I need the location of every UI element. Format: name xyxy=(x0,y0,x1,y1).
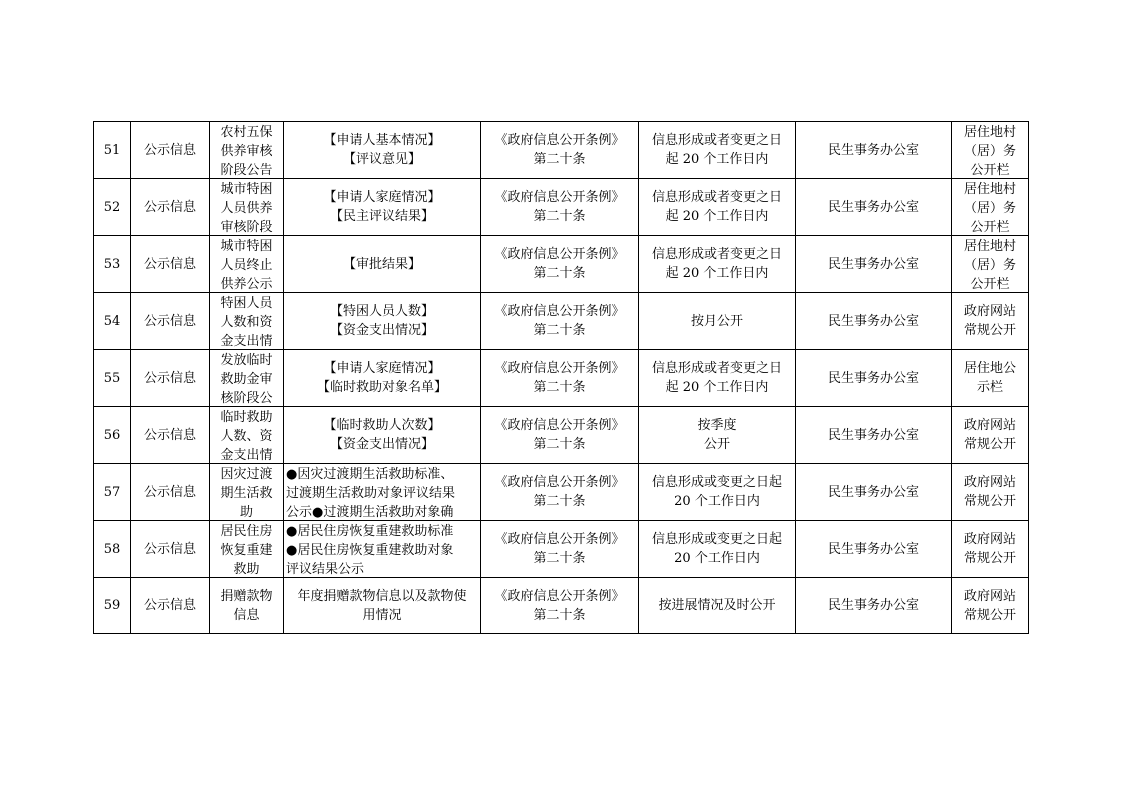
cell-content xyxy=(284,236,481,293)
cell-content xyxy=(284,464,481,521)
cell-channel-line: 常规公开 xyxy=(963,437,1016,452)
cell-basis-line: 第二十条 xyxy=(533,551,586,566)
cell-category xyxy=(131,122,210,179)
cell-time-line: 20 个工作日内 xyxy=(674,494,760,509)
cell-time xyxy=(639,521,796,578)
table-row xyxy=(94,407,1029,464)
cell-item-line: 期生活救 xyxy=(220,486,273,501)
cell-content-line: ●因灾过渡期生活救助标准、 xyxy=(286,467,454,482)
cell-channel xyxy=(952,179,1029,236)
cell-item-line: 金支出情 xyxy=(220,334,273,349)
cell-category-text: 公示信息 xyxy=(143,142,196,158)
cell-content xyxy=(284,578,481,634)
cell-content-line: 用情况 xyxy=(362,607,402,623)
cell-office xyxy=(796,122,952,179)
cell-category-text: 公示信息 xyxy=(143,199,196,215)
cell-content-line: 公示●过渡期生活救助对象确 xyxy=(286,505,454,520)
cell-basis-line: 第二十条 xyxy=(533,607,586,623)
cell-time-line: 按月公开 xyxy=(690,313,743,329)
table-row xyxy=(94,464,1029,521)
cell-item-line: 城市特困 xyxy=(220,239,273,254)
cell-content-line: 【资金支出情况】 xyxy=(329,437,434,452)
cell-category-text: 公示信息 xyxy=(143,541,196,557)
cell-item-line: 人员终止 xyxy=(220,258,273,273)
cell-time xyxy=(639,407,796,464)
cell-channel-line: 政府网站 xyxy=(963,532,1016,547)
cell-item-line: 发放临时 xyxy=(220,353,273,368)
cell-office-text: 民生事务办公室 xyxy=(827,256,919,272)
cell-content-line: ●居民住房恢复重建救助标准 xyxy=(286,524,454,539)
cell-basis-line: 《政府信息公开条例》 xyxy=(494,133,625,148)
cell-content-line: ●居民住房恢复重建救助对象 xyxy=(286,543,454,558)
cell-basis-line: 《政府信息公开条例》 xyxy=(494,361,625,376)
cell-office xyxy=(796,521,952,578)
cell-channel-line: 常规公开 xyxy=(963,551,1016,566)
cell-time-line: 按季度 xyxy=(697,418,737,433)
cell-basis-line: 第二十条 xyxy=(533,437,586,452)
cell-time-line: 信息形成或者变更之日 xyxy=(651,247,782,262)
cell-basis xyxy=(481,407,639,464)
cell-item-line: 供养审核 xyxy=(220,144,273,159)
cell-channel-line: 公开栏 xyxy=(970,220,1010,235)
cell-time-line: 按进展情况及时公开 xyxy=(658,598,776,613)
cell-channel-line: 示栏 xyxy=(976,380,1003,395)
cell-item-line: 救助金审 xyxy=(220,372,273,387)
cell-time-line: 起 20 个工作日内 xyxy=(665,380,769,395)
table-row xyxy=(94,350,1029,407)
cell-category-text: 公示信息 xyxy=(143,313,196,329)
cell-basis-line: 《政府信息公开条例》 xyxy=(494,247,625,262)
cell-channel xyxy=(952,122,1029,179)
cell-time xyxy=(639,179,796,236)
cell-channel xyxy=(952,407,1029,464)
cell-channel xyxy=(952,521,1029,578)
cell-content-line: 过渡期生活救助对象评议结果 xyxy=(286,486,456,501)
cell-office xyxy=(796,179,952,236)
cell-content xyxy=(284,179,481,236)
cell-basis xyxy=(481,293,639,350)
cell-number xyxy=(94,521,131,578)
cell-category xyxy=(131,464,210,521)
cell-content xyxy=(284,521,481,578)
cell-item-line: 人数、资 xyxy=(220,429,273,444)
cell-content-line: 【临时救助对象名单】 xyxy=(316,380,447,395)
cell-basis xyxy=(481,464,639,521)
cell-office-text: 民生事务办公室 xyxy=(827,142,919,158)
cell-channel-line: 居住地村 xyxy=(963,125,1016,140)
cell-basis-line: 第二十条 xyxy=(533,323,586,338)
cell-category xyxy=(131,521,210,578)
cell-item-line: 人员供养 xyxy=(220,201,273,216)
cell-content xyxy=(284,350,481,407)
cell-office-text: 民生事务办公室 xyxy=(827,598,919,613)
cell-content xyxy=(284,293,481,350)
cell-item-line: 人数和资 xyxy=(220,315,273,330)
cell-time xyxy=(639,236,796,293)
cell-content-line: 年度捐赠款物信息以及款物使 xyxy=(297,588,467,604)
cell-time xyxy=(639,122,796,179)
cell-channel-line: 公开栏 xyxy=(970,163,1010,178)
cell-item xyxy=(210,350,284,407)
cell-office xyxy=(796,236,952,293)
cell-time-line: 信息形成或者变更之日 xyxy=(651,133,782,148)
cell-channel-line: 公开栏 xyxy=(970,277,1010,292)
cell-time-line: 起 20 个工作日内 xyxy=(665,152,769,167)
cell-time-line: 信息形成或变更之日起 xyxy=(651,532,782,547)
cell-basis xyxy=(481,122,639,179)
cell-content-line: 评议结果公示 xyxy=(286,562,365,577)
cell-time xyxy=(639,578,796,634)
cell-item-line: 特困人员 xyxy=(220,296,273,311)
cell-channel xyxy=(952,350,1029,407)
cell-channel-line: 常规公开 xyxy=(963,323,1016,338)
cell-office-text: 民生事务办公室 xyxy=(827,484,919,500)
cell-number-text: 51 xyxy=(103,142,121,158)
cell-item-line: 审核阶段 xyxy=(220,220,273,235)
table-row xyxy=(94,293,1029,350)
cell-category-text: 公示信息 xyxy=(143,256,196,272)
cell-basis-line: 第二十条 xyxy=(533,266,586,281)
cell-item xyxy=(210,464,284,521)
cell-office-text: 民生事务办公室 xyxy=(827,313,919,329)
cell-channel-line: 政府网站 xyxy=(963,418,1016,433)
cell-item-line: 助 xyxy=(239,505,253,520)
disclosure-table xyxy=(93,121,1029,634)
cell-basis-line: 第二十条 xyxy=(533,152,586,167)
cell-office xyxy=(796,350,952,407)
cell-content xyxy=(284,122,481,179)
cell-category-text: 公示信息 xyxy=(143,598,196,613)
cell-office xyxy=(796,407,952,464)
cell-content-line: 【申请人家庭情况】 xyxy=(323,361,441,376)
cell-number xyxy=(94,407,131,464)
cell-time-line: 信息形成或者变更之日 xyxy=(651,190,782,205)
cell-item-line: 核阶段公 xyxy=(220,391,273,406)
cell-category-text: 公示信息 xyxy=(143,370,196,386)
cell-item-line: 金支出情 xyxy=(220,448,273,463)
cell-basis-line: 《政府信息公开条例》 xyxy=(494,475,625,490)
cell-time-line: 20 个工作日内 xyxy=(674,551,760,566)
cell-content-line: 【临时救助人次数】 xyxy=(323,418,441,433)
table-row xyxy=(94,521,1029,578)
cell-category xyxy=(131,179,210,236)
cell-time-line: 信息形成或变更之日起 xyxy=(651,475,782,490)
cell-channel xyxy=(952,464,1029,521)
cell-content-line: 【资金支出情况】 xyxy=(329,323,434,338)
cell-item xyxy=(210,236,284,293)
cell-item-line: 因灾过渡 xyxy=(220,467,273,482)
cell-basis xyxy=(481,179,639,236)
cell-category-text: 公示信息 xyxy=(143,427,196,443)
cell-content-line: 【评议意见】 xyxy=(342,152,421,167)
cell-channel-line: （居）务 xyxy=(963,201,1016,216)
cell-item-line: 临时救助 xyxy=(220,410,273,425)
cell-channel xyxy=(952,236,1029,293)
cell-office xyxy=(796,464,952,521)
cell-item-line: 捐赠款物 xyxy=(220,588,273,604)
cell-number-text: 52 xyxy=(103,199,121,215)
cell-number xyxy=(94,464,131,521)
cell-office-text: 民生事务办公室 xyxy=(827,370,919,386)
cell-item-line: 信息 xyxy=(233,607,260,623)
cell-number xyxy=(94,578,131,634)
cell-item xyxy=(210,578,284,634)
cell-office-text: 民生事务办公室 xyxy=(827,199,919,215)
cell-basis xyxy=(481,350,639,407)
table-row xyxy=(94,236,1029,293)
cell-item-line: 救助 xyxy=(233,562,260,577)
cell-content-line: 【民主评议结果】 xyxy=(329,209,434,224)
cell-number xyxy=(94,122,131,179)
cell-category xyxy=(131,407,210,464)
cell-office xyxy=(796,578,952,634)
cell-channel xyxy=(952,578,1029,634)
cell-time-line: 起 20 个工作日内 xyxy=(665,266,769,281)
cell-time-line: 公开 xyxy=(703,437,730,452)
cell-channel-line: 常规公开 xyxy=(963,494,1016,509)
cell-number-text: 55 xyxy=(103,370,121,386)
cell-basis xyxy=(481,521,639,578)
cell-item xyxy=(210,293,284,350)
cell-item-line: 恢复重建 xyxy=(220,543,273,558)
cell-item-line: 城市特困 xyxy=(220,182,273,197)
cell-basis-line: 《政府信息公开条例》 xyxy=(494,418,625,433)
cell-number-text: 54 xyxy=(103,313,121,329)
cell-category xyxy=(131,236,210,293)
cell-time xyxy=(639,350,796,407)
cell-content-line: 【申请人家庭情况】 xyxy=(323,190,441,205)
cell-item xyxy=(210,179,284,236)
cell-content xyxy=(284,407,481,464)
cell-number xyxy=(94,236,131,293)
cell-item-line: 居民住房 xyxy=(220,524,273,539)
cell-basis xyxy=(481,578,639,634)
cell-number-text: 58 xyxy=(103,541,121,557)
cell-basis-line: 《政府信息公开条例》 xyxy=(494,588,625,604)
cell-time xyxy=(639,464,796,521)
table-row xyxy=(94,122,1029,179)
cell-item xyxy=(210,122,284,179)
cell-channel-line: 常规公开 xyxy=(963,607,1016,623)
cell-category-text: 公示信息 xyxy=(143,484,196,500)
cell-number-text: 57 xyxy=(103,484,121,500)
cell-item xyxy=(210,521,284,578)
cell-basis-line: 第二十条 xyxy=(533,380,586,395)
cell-number-text: 53 xyxy=(103,256,121,272)
cell-office-text: 民生事务办公室 xyxy=(827,427,919,443)
cell-category xyxy=(131,350,210,407)
cell-office xyxy=(796,293,952,350)
cell-item-line: 阶段公告 xyxy=(220,163,273,178)
cell-item-line: 供养公示 xyxy=(220,277,273,292)
cell-category xyxy=(131,293,210,350)
cell-channel xyxy=(952,293,1029,350)
cell-basis-line: 《政府信息公开条例》 xyxy=(494,532,625,547)
cell-item-line: 农村五保 xyxy=(220,125,273,140)
cell-category xyxy=(131,578,210,634)
cell-time-line: 信息形成或者变更之日 xyxy=(651,361,782,376)
cell-basis-line: 第二十条 xyxy=(533,494,586,509)
cell-basis-line: 第二十条 xyxy=(533,209,586,224)
cell-basis-line: 《政府信息公开条例》 xyxy=(494,190,625,205)
cell-content-line: 【特困人员人数】 xyxy=(329,304,434,319)
cell-content-line: 【申请人基本情况】 xyxy=(323,133,441,148)
cell-channel-line: 居住地公 xyxy=(963,361,1016,376)
cell-channel-line: 居住地村 xyxy=(963,182,1016,197)
cell-basis-line: 《政府信息公开条例》 xyxy=(494,304,625,319)
cell-office-text: 民生事务办公室 xyxy=(827,541,919,557)
cell-item xyxy=(210,407,284,464)
cell-channel-line: 政府网站 xyxy=(963,475,1016,490)
cell-channel-line: 政府网站 xyxy=(963,588,1016,604)
cell-channel-line: （居）务 xyxy=(963,258,1016,273)
table-row xyxy=(94,179,1029,236)
cell-number-text: 59 xyxy=(103,598,121,613)
cell-content-line: 【审批结果】 xyxy=(342,256,421,272)
cell-time-line: 起 20 个工作日内 xyxy=(665,209,769,224)
cell-time xyxy=(639,293,796,350)
cell-number xyxy=(94,350,131,407)
cell-number xyxy=(94,179,131,236)
cell-basis xyxy=(481,236,639,293)
cell-number-text: 56 xyxy=(103,427,121,443)
cell-channel-line: （居）务 xyxy=(963,144,1016,159)
cell-channel-line: 居住地村 xyxy=(963,239,1016,254)
cell-channel-line: 政府网站 xyxy=(963,304,1016,319)
cell-number xyxy=(94,293,131,350)
table-row xyxy=(94,578,1029,634)
